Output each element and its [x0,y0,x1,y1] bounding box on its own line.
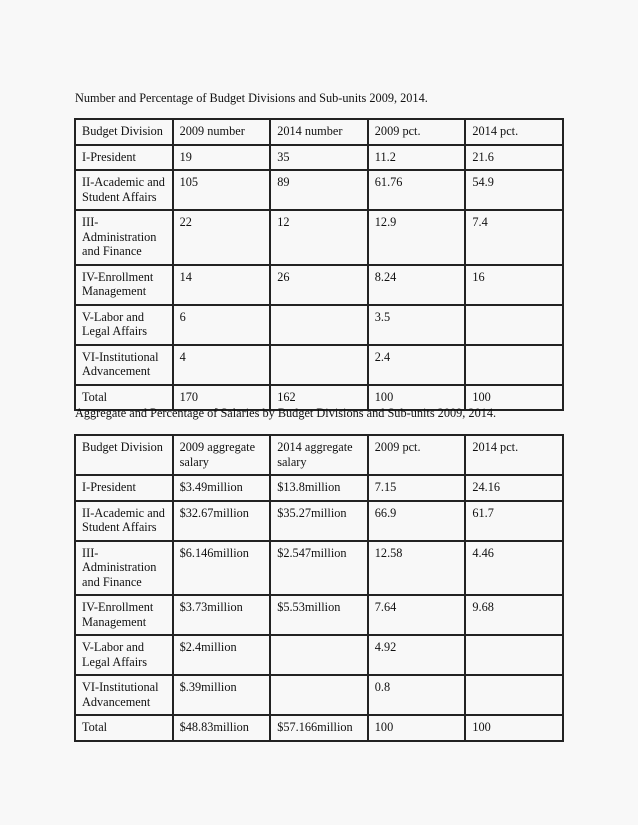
table-cell: 26 [270,265,368,305]
table-cell: Total [75,385,173,411]
table-cell: 0.8 [368,675,466,715]
table-row [75,265,563,305]
table-cell: III- Administration and Finance [75,541,173,596]
table-cell: $35.27million [270,501,368,541]
table-cell: 19 [173,145,271,171]
table-cell [270,675,368,715]
column-header: 2014 number [270,119,368,145]
table-cell: 21.6 [465,145,563,171]
column-header: Budget Division [75,119,173,145]
table-cell: 12.9 [368,210,466,265]
table-row [75,210,563,265]
column-header: 2009 number [173,119,271,145]
table-row [75,475,563,501]
table-cell: 12 [270,210,368,265]
table-cell [270,345,368,385]
table-cell: $32.67million [173,501,271,541]
table-row [75,501,563,541]
table-cell: $6.146million [173,541,271,596]
salaries-table [74,434,564,742]
table-row [75,145,563,171]
table-row [75,675,563,715]
table-cell: 22 [173,210,271,265]
table-cell: 9.68 [465,595,563,635]
table-row [75,715,563,741]
table-cell: V-Labor and Legal Affairs [75,305,173,345]
table-cell: I-President [75,145,173,171]
table-cell: 7.4 [465,210,563,265]
table-cell: 12.58 [368,541,466,596]
table-cell [465,675,563,715]
header-row [75,119,563,145]
column-header: 2014 pct. [465,435,563,475]
table-cell: 16 [465,265,563,305]
table-cell: $2.547million [270,541,368,596]
table-cell: 7.15 [368,475,466,501]
table-cell: 66.9 [368,501,466,541]
table-cell: 61.7 [465,501,563,541]
column-header: 2009 pct. [368,119,466,145]
table-row [75,635,563,675]
table-cell: 4.92 [368,635,466,675]
table-2-title: Aggregate and Percentage of Salaries by Budget Divisions and Sub-units 2009, 2014. [75,406,497,420]
table-cell: 100 [368,385,466,411]
table-cell: 162 [270,385,368,411]
table-row [75,170,563,210]
table-cell [270,305,368,345]
table-cell: 14 [173,265,271,305]
table-cell [270,635,368,675]
table-cell: Total [75,715,173,741]
table-cell: $3.73million [173,595,271,635]
table-cell: $5.53million [270,595,368,635]
table-cell: 4 [173,345,271,385]
table-cell: II-Academic and Student Affairs [75,170,173,210]
table-cell: 100 [368,715,466,741]
table-1-title: Number and Percentage of Budget Divisions and Sub-units 2009, 2014. [75,91,428,105]
table-row [75,345,563,385]
table-cell: $.39million [173,675,271,715]
column-header: 2009 pct. [368,435,466,475]
table-cell: IV-Enrollment Management [75,265,173,305]
table-cell: 11.2 [368,145,466,171]
table-cell: VI-Institutional Advancement [75,675,173,715]
table-cell: 2.4 [368,345,466,385]
table-row [75,305,563,345]
table-cell [465,635,563,675]
table-cell: 35 [270,145,368,171]
table-cell: 8.24 [368,265,466,305]
table-cell: IV-Enrollment Management [75,595,173,635]
table-cell: $3.49million [173,475,271,501]
table-cell: $13.8million [270,475,368,501]
column-header: 2014 aggregate salary [270,435,368,475]
table-cell: II-Academic and Student Affairs [75,501,173,541]
column-header: 2009 aggregate salary [173,435,271,475]
table-cell: 61.76 [368,170,466,210]
table-cell [465,345,563,385]
table-cell: 3.5 [368,305,466,345]
table-cell: $57.166million [270,715,368,741]
table-cell: 6 [173,305,271,345]
table-cell: VI-Institutional Advancement [75,345,173,385]
table-cell: $2.4million [173,635,271,675]
column-header: Budget Division [75,435,173,475]
table-cell: 105 [173,170,271,210]
table-cell: 24.16 [465,475,563,501]
budget-divisions-table [74,118,564,411]
table-cell: 89 [270,170,368,210]
table-cell: 7.64 [368,595,466,635]
header-row [75,435,563,475]
table-cell: I-President [75,475,173,501]
table-cell: III- Administration and Finance [75,210,173,265]
table-cell: V-Labor and Legal Affairs [75,635,173,675]
table-cell: $48.83million [173,715,271,741]
table-row [75,595,563,635]
table-cell: 54.9 [465,170,563,210]
table-cell: 100 [465,715,563,741]
column-header: 2014 pct. [465,119,563,145]
table-cell [465,305,563,345]
table-cell: 4.46 [465,541,563,596]
table-cell: 100 [465,385,563,411]
table-cell: 170 [173,385,271,411]
table-row [75,541,563,596]
